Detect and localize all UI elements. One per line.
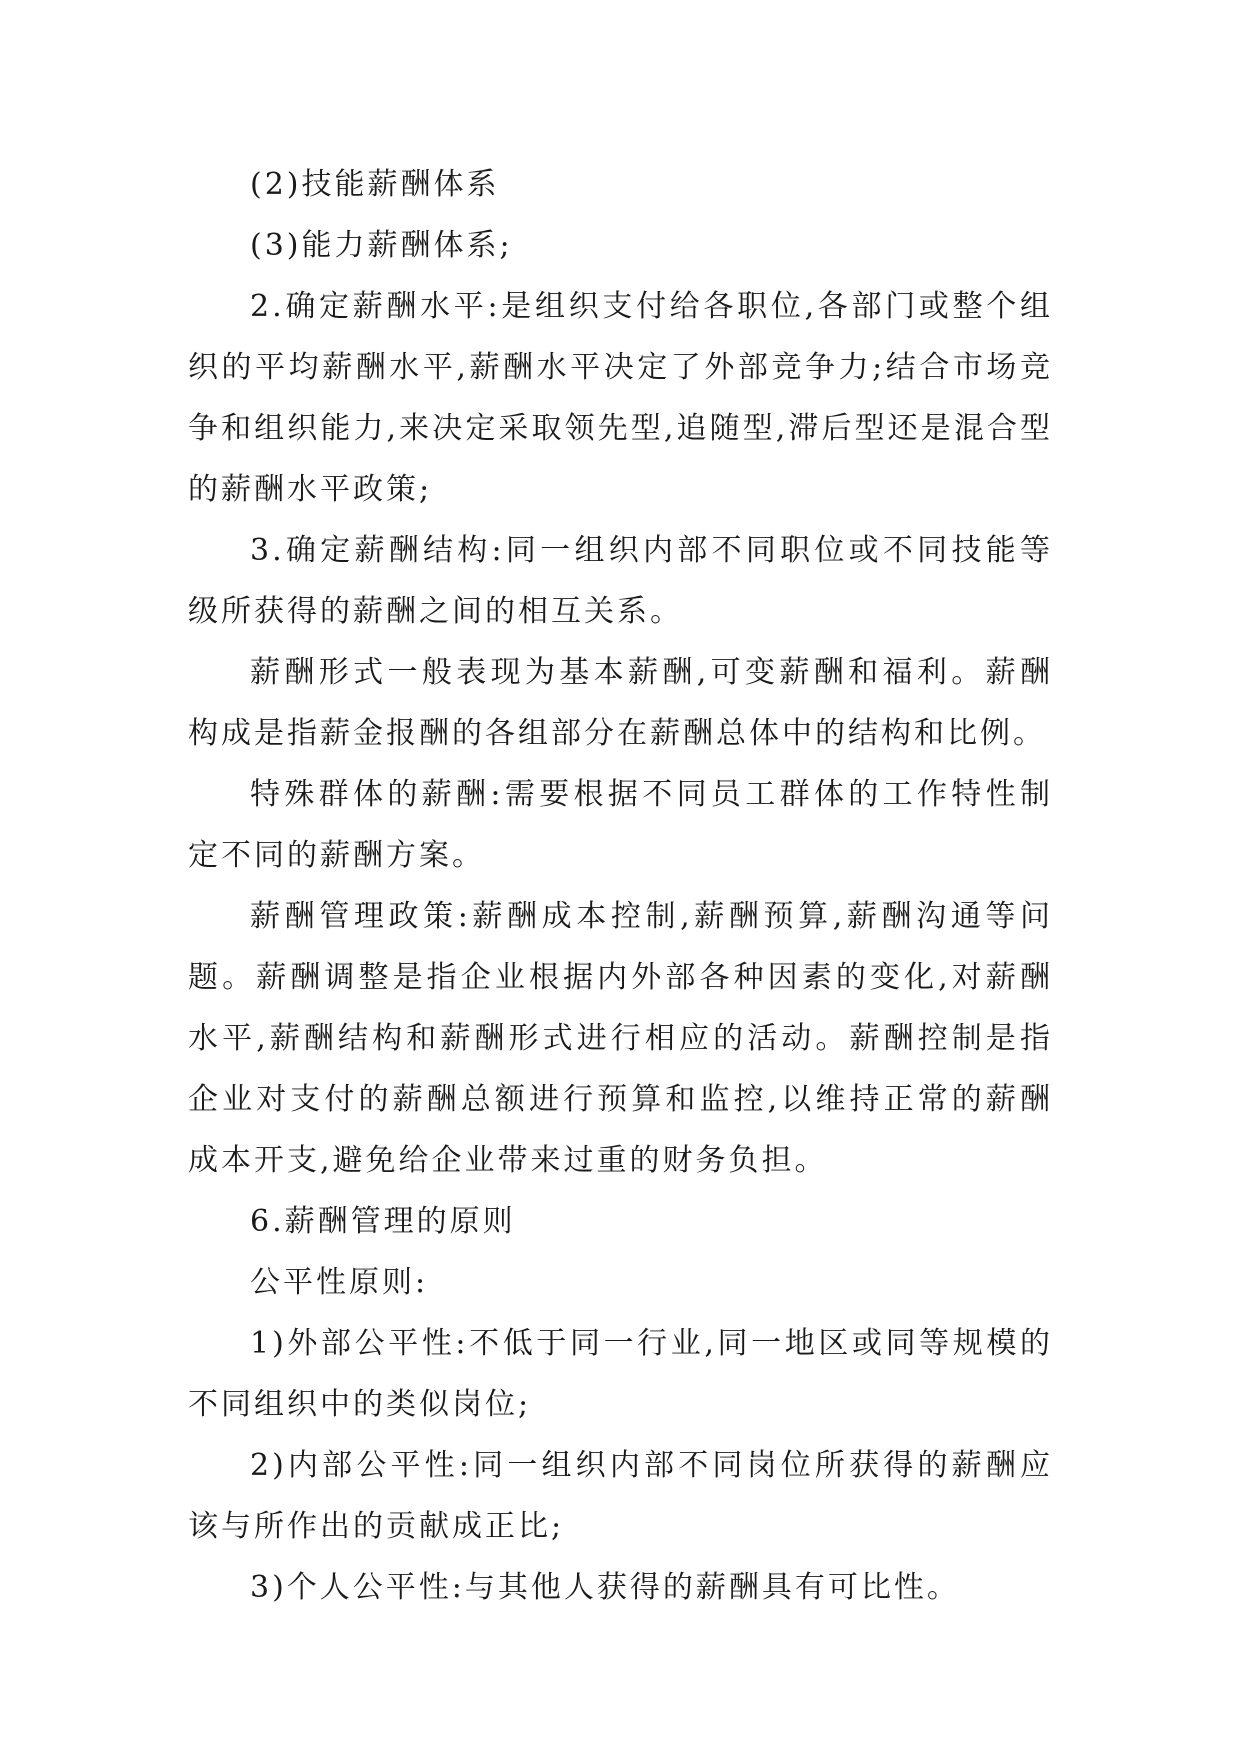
document-body — [188, 154, 1053, 1618]
list-item-internal-fairness: 2)内部公平性:同一组织内部不同岗位所获得的薪酬应该与所作出的贡献成正比; — [188, 1448, 1053, 1544]
section-heading-principles: 6.薪酬管理的原则 — [250, 1204, 516, 1239]
paragraph-pay-level: 2.确定薪酬水平:是组织支付给各职位,各部门或整个组织的平均薪酬水平,薪酬水平决定了外部竞争力;结合市场竞争和组织能力,来决定采取领先型,追随型,滞后型还是混合型的薪酬水平政策; — [188, 289, 1053, 507]
paragraph-pay-policy: 薪酬管理政策:薪酬成本控制,薪酬预算,薪酬沟通等问题。薪酬调整是指企业根据内外部各种因素的变化,对薪酬水平,薪酬结构和薪酬形式进行相应的活动。薪酬控制是指企业对支付的薪酬总额进行预算和监控,以维持正常的薪酬成本开支,避免给企业带来过重的财务负担。 — [188, 899, 1053, 1178]
paragraph-competency-pay-system: (3)能力薪酬体系; — [250, 228, 513, 263]
list-item-individual-fairness: 3)个人公平性:与其他人获得的薪酬具有可比性。 — [250, 1570, 960, 1605]
paragraph-fairness-principle: 公平性原则: — [250, 1265, 429, 1300]
paragraph-pay-structure: 3.确定薪酬结构:同一组织内部不同职位或不同技能等级所获得的薪酬之间的相互关系。 — [188, 533, 1053, 629]
paragraph-pay-forms: 薪酬形式一般表现为基本薪酬,可变薪酬和福利。薪酬构成是指薪金报酬的各组部分在薪酬总体中的结构和比例。 — [188, 655, 1053, 751]
paragraph-special-groups: 特殊群体的薪酬:需要根据不同员工群体的工作特性制定不同的薪酬方案。 — [188, 777, 1053, 873]
paragraph-skill-pay-system: (2)技能薪酬体系 — [250, 167, 500, 202]
list-item-external-fairness: 1)外部公平性:不低于同一行业,同一地区或同等规模的不同组织中的类似岗位; — [188, 1326, 1053, 1422]
